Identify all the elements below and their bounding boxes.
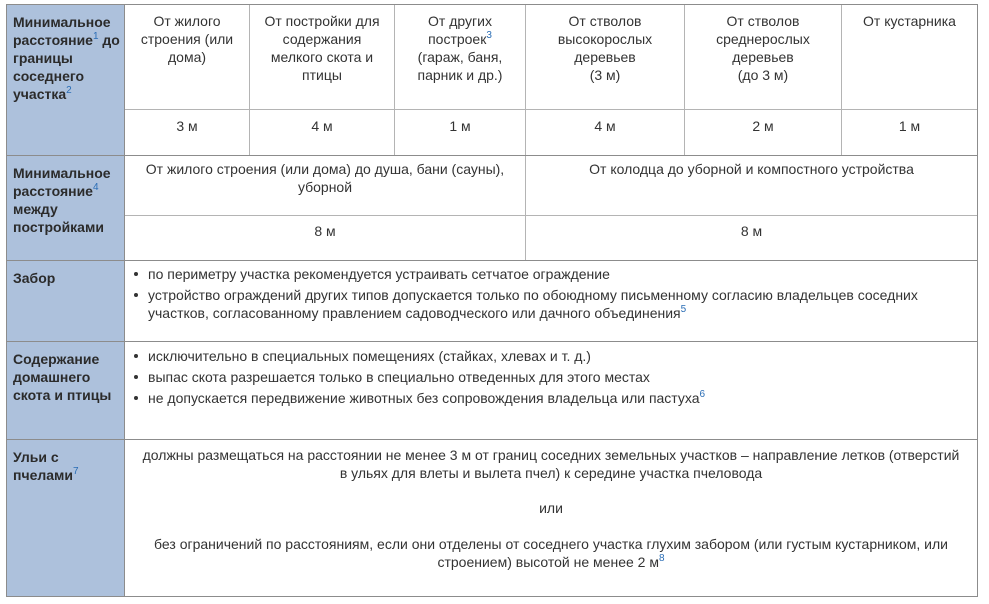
row-header-distance-border: Минимальное расстояние$^1$ до границы соседнего участка$^2$ xyxy=(7,5,124,155)
row-divider xyxy=(7,341,977,342)
footnote-6-link[interactable]: 6 xyxy=(699,389,706,400)
header-residential-to-bath: От жилого строения (или дома) до душа, бани (сауны), уборной xyxy=(145,161,505,195)
column-divider xyxy=(684,5,685,155)
column-divider xyxy=(525,5,526,260)
row-header-beehives: Ульи с пчелами$^7$ xyxy=(7,440,124,596)
value-bushes: 1 м xyxy=(898,118,921,134)
value-other-buildings: 1 м xyxy=(449,118,471,134)
header-bushes: От кустарника xyxy=(863,13,956,29)
beehives-or: или xyxy=(539,500,563,516)
fence-list xyxy=(125,265,977,325)
list-item: по периметру участка рекомендуется устраивать сетчатое ограждение xyxy=(125,265,937,283)
value-well-to-toilet: 8 м xyxy=(740,223,763,239)
row-divider xyxy=(125,215,977,216)
row-header-fence: Забор xyxy=(7,261,124,341)
header-other-buildings: От других построек$^3$ (гараж, баня, парник и др.) xyxy=(417,13,503,83)
beehives-rule-2: без ограничений по расстояниям, если они отделены от соседнего участка глухим забором (или густым кустарником, или строением) высотой не менее 2 $м^8$ xyxy=(154,536,948,570)
header-tall-trees: От стволов высокорослых деревьев (3 м) xyxy=(557,13,653,83)
footnote-3-link[interactable]: 3 xyxy=(486,30,492,41)
column-divider xyxy=(249,5,250,155)
list-item: не допускается передвижение животных без сопровождения владельца или пастуха$^6$ xyxy=(125,389,937,407)
row-header-distance-buildings: Минимальное расстояние$^4$ между постройками xyxy=(7,156,124,260)
row-divider xyxy=(7,260,977,261)
value-residential-to-bath: 8 м xyxy=(314,223,336,239)
header-residential: От жилого строения (или дома) xyxy=(140,13,234,65)
row-header-livestock: Содержание домашнего скота и птицы xyxy=(7,342,124,439)
beehives-rule-1: должны размещаться на расстоянии не менее 3 м от границ соседних земельных участков – направление летков (отверстий в ульях для влеты и вылета пчел) к середине участка пчеловода xyxy=(142,447,960,481)
value-livestock-building: 4 м xyxy=(311,118,333,134)
header-livestock-building: От постройки для содержания мелкого скота и птицы xyxy=(264,13,380,83)
livestock-list xyxy=(125,347,977,410)
list-item: устройство ограждений других типов допускается только по обоюдному письменному согласию владельцев соседних участков, согласованному правлением садоводческого или дачного объединения$^5$ xyxy=(125,286,937,322)
column-divider xyxy=(841,5,842,155)
row-divider xyxy=(125,109,977,110)
column-divider xyxy=(394,5,395,155)
row-divider xyxy=(7,439,977,440)
rules-table xyxy=(6,4,978,597)
row-divider xyxy=(7,155,977,156)
footnote-5-link[interactable]: 5 xyxy=(680,304,687,315)
value-medium-trees: 2 м xyxy=(752,118,774,134)
footnote-2-link[interactable]: 2 xyxy=(66,85,72,96)
value-tall-trees: 4 м xyxy=(594,118,616,134)
list-item: выпас скота разрешается только в специально отведенных для этого местах xyxy=(125,368,937,386)
footnote-1-link[interactable]: 1 xyxy=(92,31,99,42)
footnote-8-link[interactable]: 8 xyxy=(658,553,665,564)
value-residential: 3 м xyxy=(176,118,198,134)
footnote-4-link[interactable]: 4 xyxy=(92,182,99,193)
footnote-7-link[interactable]: 7 xyxy=(73,466,79,477)
list-item: исключительно в специальных помещениях (стайках, хлевах и т. д.) xyxy=(125,347,937,365)
column-divider xyxy=(124,5,125,596)
header-well-to-toilet: От колодца до уборной и компостного устройства xyxy=(589,161,914,177)
header-medium-trees: От стволов среднерослых деревьев (до 3 м) xyxy=(716,13,810,83)
